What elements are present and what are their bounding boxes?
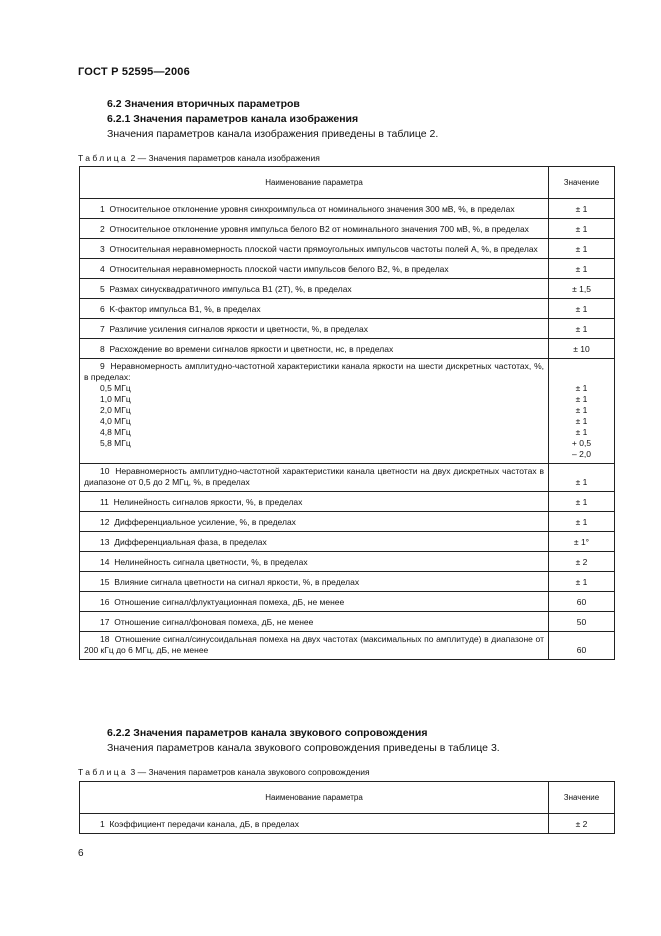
- parameter-value: ± 1: [549, 464, 615, 492]
- intro-paragraph: Значения параметров канала звукового сопровождения приведены в таблице 3.: [107, 742, 500, 754]
- parameter-value: ± 1: [575, 383, 588, 393]
- parameter-name: 8 Расхождение во времени сигналов яркости и цветности, нс, в пределах: [80, 339, 549, 359]
- parameter-name: 2 Относительное отклонение уровня импульса белого B2 от номинального значения 700 мВ, %, в пределах: [80, 219, 549, 239]
- parameters-table-sound: [79, 781, 615, 834]
- parameter-value: + 0,5: [571, 438, 592, 448]
- parameter-value: 60: [549, 592, 615, 612]
- table-row: [80, 199, 615, 219]
- table-caption: Таблица 2 — Значения параметров канала изображения: [78, 153, 320, 163]
- column-header-value: Значение: [549, 167, 615, 199]
- parameter-name: 1 Относительное отклонение уровня синхроимпульса от номинального значения 300 мВ, %, в пределах: [80, 199, 549, 219]
- column-header-name: Наименование параметра: [80, 782, 549, 814]
- table-caption: Таблица 3 — Значения параметров канала звукового сопровождения: [78, 767, 370, 777]
- parameter-name: 9 Неравномерность амплитудно-частотной характеристики канала яркости на шести дискретных частотах, %, в пределах: 0,5 МГц 1,0 МГц 2,0 МГц 4,0 МГц 4,8 МГц 5,8 МГц: [80, 359, 549, 464]
- parameter-value: ± 1: [549, 199, 615, 219]
- parameter-name: 5 Размах синусквадратичного импульса B1 (2T), %, в пределах: [80, 279, 549, 299]
- parameter-value: 50: [549, 612, 615, 632]
- table-row: [80, 464, 615, 492]
- parameter-value: ± 2: [549, 552, 615, 572]
- parameter-name: 17 Отношение сигнал/фоновая помеха, дБ, не менее: [80, 612, 549, 632]
- table-row: [80, 612, 615, 632]
- parameter-value: – 2,0: [572, 449, 591, 459]
- parameter-value: ± 2: [549, 814, 615, 834]
- parameter-name: 18 Отношение сигнал/синусоидальная помеха на двух частотах (максимальных по амплитуде) в диапазоне от 200 кГц до 6 МГц, дБ, не менее: [80, 632, 549, 660]
- parameters-table-image: [79, 166, 615, 660]
- intro-paragraph: Значения параметров канала изображения приведены в таблице 2.: [107, 128, 439, 140]
- table-row: [80, 532, 615, 552]
- document-code: ГОСТ Р 52595—2006: [78, 66, 190, 78]
- parameter-value: ± 1: [549, 219, 615, 239]
- section-heading: 6.2 Значения вторичных параметров: [107, 98, 300, 110]
- table-row: [80, 339, 615, 359]
- parameter-name: 7 Различие усиления сигналов яркости и цветности, %, в пределах: [80, 319, 549, 339]
- table-row: [80, 239, 615, 259]
- parameter-value: ± 1: [549, 492, 615, 512]
- table-row: [80, 632, 615, 660]
- table-row: [80, 299, 615, 319]
- parameter-value: ± 1°: [549, 532, 615, 552]
- parameter-name: 3 Относительная неравномерность плоской части прямоугольных импульсов частоты полей A, %, в пределах: [80, 239, 549, 259]
- parameter-name: 4 Относительная неравномерность плоской части импульсов белого B2, %, в пределах: [80, 259, 549, 279]
- frequency-item: 5,8 МГц: [100, 438, 131, 448]
- table-row: [80, 552, 615, 572]
- table-row: [80, 512, 615, 532]
- page-number: 6: [78, 848, 84, 859]
- table-row: [80, 359, 615, 464]
- frequency-item: 4,0 МГц: [100, 416, 131, 426]
- subsection-heading: 6.2.2 Значения параметров канала звукового сопровождения: [107, 727, 428, 739]
- parameter-value: ± 1: [549, 259, 615, 279]
- table-row: [80, 572, 615, 592]
- parameter-name: 15 Влияние сигнала цветности на сигнал яркости, %, в пределах: [80, 572, 549, 592]
- parameter-value: ± 1: [575, 394, 588, 404]
- parameter-value: ± 1: [549, 319, 615, 339]
- parameter-name: 16 Отношение сигнал/флуктуационная помеха, дБ, не менее: [80, 592, 549, 612]
- frequency-item: 4,8 МГц: [100, 427, 131, 437]
- parameter-name: 10 Неравномерность амплитудно-частотной характеристики канала цветности на двух дискретных частотах в диапазоне от 0,5 до 2 МГц, %, в пределах: [80, 464, 549, 492]
- parameter-value: ± 1: [549, 299, 615, 319]
- parameter-name: 11 Нелинейность сигналов яркости, %, в пределах: [80, 492, 549, 512]
- parameter-name: 1 Коэффициент передачи канала, дБ, в пределах: [80, 814, 549, 834]
- table-row: [80, 259, 615, 279]
- table-row: [80, 592, 615, 612]
- parameter-value: ± 1: [575, 405, 588, 415]
- parameter-values: [549, 359, 615, 464]
- parameter-name: 13 Дифференциальная фаза, в пределах: [80, 532, 549, 552]
- parameter-value: ± 1,5: [549, 279, 615, 299]
- parameter-value: ± 1: [549, 512, 615, 532]
- table-row: [80, 319, 615, 339]
- table-row: [80, 492, 615, 512]
- frequency-item: 2,0 МГц: [100, 405, 131, 415]
- subsection-heading: 6.2.1 Значения параметров канала изображения: [107, 113, 359, 125]
- column-header-name: Наименование параметра: [80, 167, 549, 199]
- parameter-name: 12 Дифференциальное усиление, %, в пределах: [80, 512, 549, 532]
- column-header-value: Значение: [549, 782, 615, 814]
- frequency-item: 1,0 МГц: [100, 394, 131, 404]
- parameter-value: ± 1: [575, 416, 588, 426]
- frequency-item: 0,5 МГц: [100, 383, 131, 393]
- parameter-value: ± 1: [575, 427, 588, 437]
- parameter-name: 14 Нелинейность сигнала цветности, %, в пределах: [80, 552, 549, 572]
- table-row: [80, 279, 615, 299]
- parameter-value: 60: [549, 632, 615, 660]
- table-row: [80, 814, 615, 834]
- table-row: [80, 219, 615, 239]
- parameter-value: ± 1: [549, 239, 615, 259]
- parameter-name: 6 K-фактор импульса B1, %, в пределах: [80, 299, 549, 319]
- parameter-value: ± 10: [549, 339, 615, 359]
- parameter-value: ± 1: [549, 572, 615, 592]
